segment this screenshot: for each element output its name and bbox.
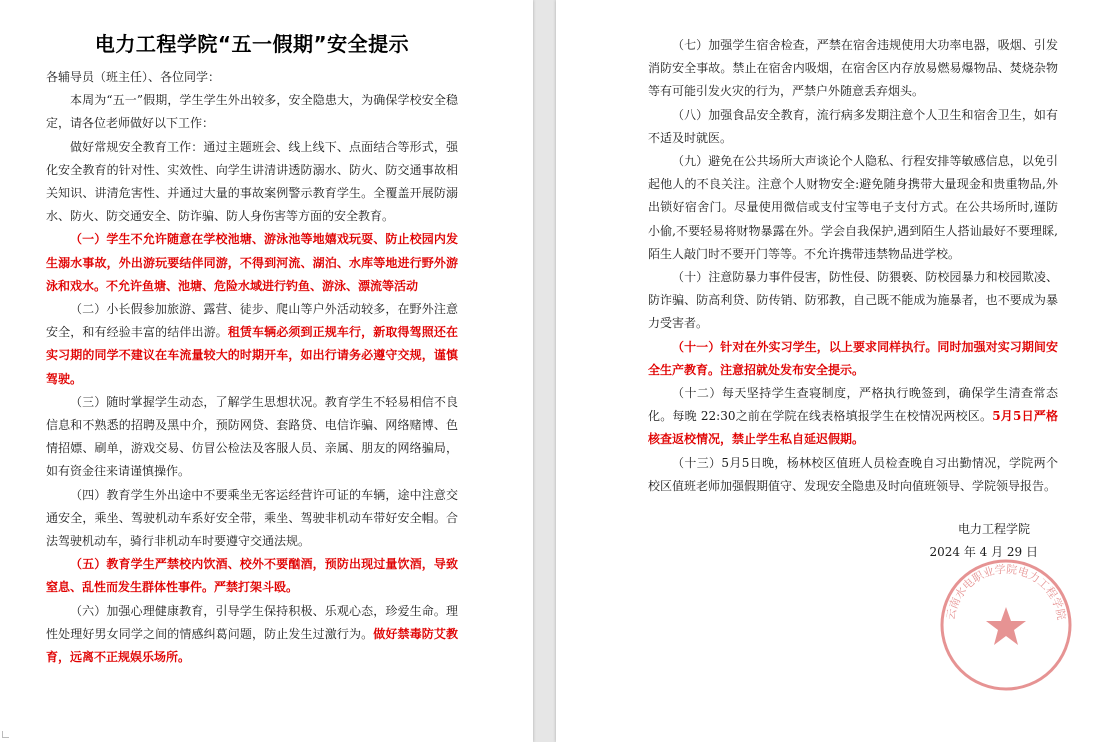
seal-star-icon — [986, 607, 1026, 645]
page-right — [556, 0, 1110, 742]
seal-ring — [942, 561, 1070, 689]
page-corner-marker — [2, 731, 9, 738]
official-seal — [936, 555, 1076, 695]
item-2 — [46, 298, 458, 391]
page-left — [0, 0, 533, 742]
item-5: （五）教育学生严禁校内饮酒、校外不要酗酒，预防出现过量饮酒，导致窒息、乱性而发生群体性事件。严禁打架斗殴。 — [46, 557, 458, 595]
item-12-text: （十二）每天坚持学生查寝制度，严格执行晚签到，确保学生清查常态化。每晚 22:30之前在学院在线表格填报学生在校情况两校区。 — [648, 386, 1058, 424]
date: 2024 年 4 月 29 日 — [929, 545, 1038, 560]
item-2-emphasis: 租赁车辆必须到正规车行，新取得驾照还在实习期的同学不建议在车流量较大的时期开车，如出行请务必遵守交规，谨慎驾驶。 — [46, 325, 458, 386]
right-column — [648, 34, 1058, 564]
item-12-emphasis: 5月5日严格核查返校情况，禁止学生私自延迟假期。 — [648, 409, 1058, 447]
item-11: （十一）针对在外实习学生，以上要求同样执行。同时加强对实习期间安全生产教育。注意招就处发布安全提示。 — [648, 339, 1058, 377]
item-8: （八）加强食品安全教育，流行病多发期注意个人卫生和宿舍卫生，如有不适及时就医。 — [648, 107, 1058, 145]
general-paragraph: 做好常规安全教育工作：通过主题班会、线上线下、点面结合等形式，强化安全教育的针对性、实效性、向学生讲清讲透防溺水、防火、防交通事故相关知识、讲清危害性、并通过大量的事故案例警示教育学生。全覆盖开展防溺水、防火、防交通安全、防诈骗、防人身伤害等方面的安全教育。 — [46, 139, 458, 224]
left-column — [46, 30, 458, 669]
signature: 电力工程学院 — [957, 522, 1030, 537]
item-6-emphasis: 做好禁毒防艾教育，远离不正规娱乐场所。 — [46, 626, 458, 665]
item-7: （七）加强学生宿舍检查，严禁在宿舍违规使用大功率电器，吸烟、引发消防安全事故。禁止在宿舍内吸烟，在宿舍区内存放易燃易爆物品、焚烧杂物等有可能引发火灾的行为，严禁户外随意丢弃烟头。 — [648, 38, 1058, 99]
item-2-text: （二）小长假参加旅游、露营、徒步、爬山等户外活动较多，在野外注意安全，和有经验丰富的结伴出游。 — [46, 302, 458, 340]
item-6-text: （六）加强心理健康教育，引导学生保持积极、乐观心态，珍爱生命。理性处理好男女同学之间的情感纠葛问题，防止发生过激行为。 — [46, 603, 458, 641]
item-6 — [46, 600, 458, 670]
greeting: 各辅导员（班主任）、各位同学： — [46, 70, 221, 84]
item-4: （四）教育学生外出途中不要乘坐无客运经营许可证的车辆，途中注意交通安全，乘坐、驾驶机动车系好安全带，乘坐、驾驶非机动车带好安全帽。合法驾驶机动车，骑行非机动车时要遵守交通法规。 — [46, 487, 458, 549]
item-3: （三）随时掌握学生动态，了解学生思想状况。教育学生不轻易相信不良信息和不熟悉的招聘及黑中介，预防网贷、套路贷、电信诈骗、网络赌博、色情招嫖、刷单，游戏交易、仿冒公检法及客服人员、亲属、朋友的网络骗局，如有资金往来请谨慎操作。 — [46, 394, 458, 479]
seal-text: 云南水电职业学院电力工程学院 — [944, 562, 1068, 621]
intro-paragraph: 本周为“五一”假期，学生学生外出较多，安全隐患大，为确保学校安全稳定，请各位老师做好以下工作： — [46, 93, 458, 131]
item-12 — [648, 382, 1058, 452]
document-title: 电力工程学院“五一假期”安全提示 — [94, 32, 410, 56]
item-13: （十三）5月5日晚，杨林校区值班人员检查晚自习出勤情况，学院两个校区值班老师加强假期值守、发现安全隐患及时向值班领导、学院领导报告。 — [648, 455, 1058, 493]
item-10: （十）注意防暴力事件侵害，防性侵、防猥亵、防校园暴力和校园欺凌、防诈骗、防高利贷、防传销、防邪教，自己既不能成为施暴者，也不要成为暴力受害者。 — [648, 270, 1058, 331]
item-9: （九）避免在公共场所大声谈论个人隐私、行程安排等敏感信息，以免引起他人的不良关注。注意个人财物安全:避免随身携带大量现金和贵重物品,外出锁好宿舍门。尽量使用微信或支付宝等电子支付方式。在公共场所时,谨防小偷,不要轻易将财物暴露在外。学会自我保护,遇到陌生人搭讪最好不要理睬,陌生人敲门时不要开门等等。不允许携带违禁物品进学校。 — [648, 154, 1058, 261]
item-1: （一）学生不允许随意在学校池塘、游泳池等地嬉戏玩耍、防止校园内发生溺水事故，外出游玩要结伴同游，不得到河流、湖泊、水库等地进行野外游泳和戏水。不允许鱼塘、池塘、危险水域进行钓鱼、游泳、漂流等活动 — [46, 232, 458, 293]
